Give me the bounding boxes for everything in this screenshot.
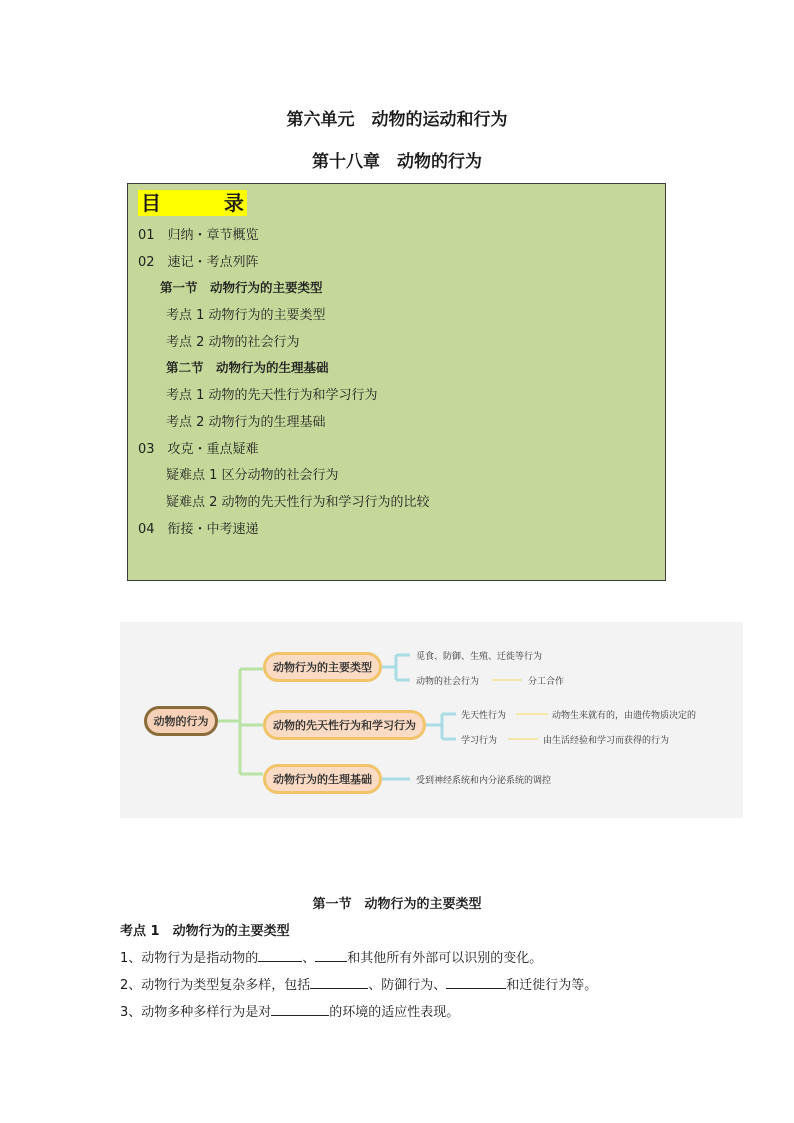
mind-map-leaf: 受到神经系统和内分泌系统的调控 bbox=[416, 776, 552, 786]
mind-map-leaf: 分工合作 bbox=[528, 677, 565, 687]
toc-item[interactable]: 考点 1 动物的先天性行为和学习行为 bbox=[166, 388, 378, 403]
answer-blank[interactable] bbox=[310, 976, 368, 989]
question-text: 、防御行为、 bbox=[368, 978, 447, 993]
question-text: 2、动物行为类型复杂多样，包括 bbox=[120, 978, 311, 993]
mind-map bbox=[120, 622, 743, 818]
question-text: 和其他所有外部可以识别的变化。 bbox=[347, 951, 543, 966]
toc-item[interactable]: 考点 2 动物行为的生理基础 bbox=[166, 415, 326, 430]
toc-item[interactable]: 疑难点 2 动物的先天性行为和学习行为的比较 bbox=[166, 495, 430, 510]
leaf-connector bbox=[382, 655, 410, 680]
mind-map-root: 动物的行为 bbox=[144, 706, 218, 736]
toc-item[interactable]: 第一节 动物行为的主要类型 bbox=[160, 280, 323, 295]
answer-blank[interactable] bbox=[258, 949, 302, 962]
toc-item[interactable]: 02 速记・考点列阵 bbox=[138, 255, 259, 270]
unit-title: 第六单元 动物的运动和行为 bbox=[286, 110, 508, 130]
mind-map-branch: 动物的先天性行为和学习行为 bbox=[263, 710, 426, 740]
mind-map-branch: 动物行为的生理基础 bbox=[263, 764, 382, 794]
answer-blank[interactable] bbox=[315, 949, 347, 962]
question-text: 的环境的适应性表现。 bbox=[329, 1005, 460, 1020]
toc-heading-char-2: 录 bbox=[223, 191, 244, 215]
question-2 bbox=[120, 974, 597, 993]
question-1 bbox=[120, 947, 542, 966]
section-title: 第一节 动物行为的主要类型 bbox=[312, 897, 482, 912]
question-text: 1、动物行为是指动物的 bbox=[120, 951, 259, 966]
mind-map-leaf: 由生活经验和学习而获得的行为 bbox=[543, 736, 670, 746]
toc-item[interactable]: 03 攻克・重点疑难 bbox=[138, 442, 259, 457]
question-text: 和迁徙行为等。 bbox=[506, 978, 598, 993]
chapter-title: 第十八章 动物的行为 bbox=[312, 152, 482, 172]
mind-map-leaf: 动物的社会行为 bbox=[416, 677, 480, 687]
question-3 bbox=[120, 1001, 459, 1020]
question-text: 3、动物多种多样行为是对 bbox=[120, 1005, 272, 1020]
mind-map-leaf: 觅食、防御、生殖、迁徙等行为 bbox=[416, 652, 543, 662]
mind-map-leaf: 先天性行为 bbox=[461, 711, 507, 721]
mind-map-branch: 动物行为的主要类型 bbox=[263, 652, 382, 682]
answer-blank[interactable] bbox=[271, 1003, 329, 1016]
toc-item[interactable]: 考点 1 动物行为的主要类型 bbox=[166, 308, 326, 323]
kaodian-heading: 考点 1 动物行为的主要类型 bbox=[120, 924, 290, 939]
toc-heading bbox=[138, 190, 247, 216]
mind-map-leaf: 学习行为 bbox=[461, 736, 498, 746]
answer-blank[interactable] bbox=[446, 976, 506, 989]
toc-item[interactable]: 01 归纳・章节概览 bbox=[138, 228, 259, 243]
table-of-contents bbox=[127, 183, 666, 581]
question-text: 、 bbox=[302, 951, 316, 966]
toc-item[interactable]: 04 衔接・中考速递 bbox=[138, 522, 259, 537]
toc-heading-char-1: 目 bbox=[141, 191, 161, 215]
toc-item[interactable]: 疑难点 1 区分动物的社会行为 bbox=[166, 468, 339, 483]
leaf-connector bbox=[426, 714, 456, 739]
branch-connector bbox=[218, 669, 263, 774]
toc-item[interactable]: 考点 2 动物的社会行为 bbox=[166, 335, 300, 350]
toc-item[interactable]: 第二节 动物行为的生理基础 bbox=[166, 360, 329, 375]
mind-map-leaf: 动物生来就有的，由遗传物质决定的 bbox=[552, 711, 697, 721]
